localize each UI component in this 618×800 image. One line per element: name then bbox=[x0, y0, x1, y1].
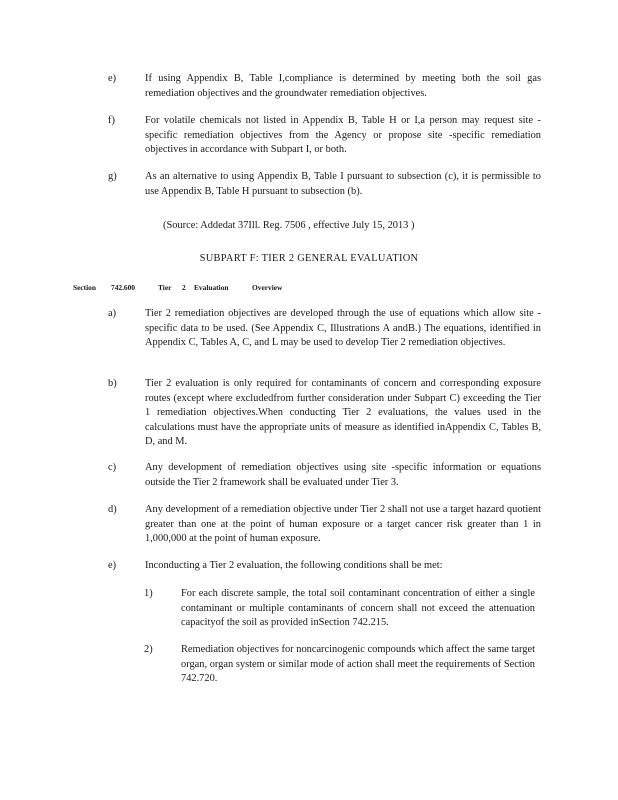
paragraph-text: Tier 2 evaluation is only required for contaminants of concern and corresponding exposure routes (except where excludedfrom further consideration under Subpart C) exceeding the Tier 1 remediation objectives.When conducting Tier 2 evaluations, the values used in the calculations must have the appropriate units of measure as identified inAppendix C, Tables B, D, and M. bbox=[145, 378, 541, 448]
paragraph-label: f) bbox=[108, 115, 115, 126]
subparagraph-label: 1) bbox=[144, 588, 153, 599]
subpart-heading: SUBPART F: TIER 2 GENERAL EVALUATION bbox=[199, 253, 419, 264]
paragraph-text: Inconducting a Tier 2 evaluation, the following conditions shall be met: bbox=[145, 560, 443, 571]
paragraph-label: e) bbox=[108, 560, 117, 571]
paragraph-text: If using Appendix B, Table I,compliance is determined by meeting both the soil gas remediation objectives and the groundwater remediation objectives. bbox=[145, 73, 541, 99]
paragraph-label: c) bbox=[108, 462, 117, 473]
paragraph-label: e) bbox=[108, 73, 117, 84]
subparagraph-text: For each discrete sample, the total soil contaminant concentration of either a single contaminant or multiple contaminants of concern shall not exceed the attenuation capacityof the soil as provided inSection 742.215. bbox=[181, 588, 535, 629]
paragraph-text: Tier 2 remediation objectives are developed through the use of equations which allow site -specific data to be used. (See Appendix C, Illustrations A andB.) The equations, identified in Appendix C, Tables A, C, and L may be used to develop Tier 2 remediation objectives. bbox=[145, 308, 541, 349]
section-heading bbox=[0, 283, 618, 295]
paragraph-text: For volatile chemicals not listed in Appendix B, Table H or I,a person may request site -specific remediation objectives from the Agency or propose site -specific remediation objectives in accordance with Subpart I, or both. bbox=[145, 115, 541, 156]
subparagraph-text: Remediation objectives for noncarcinogenic compounds which affect the same target organ, organ system or similar mode of action shall meet the requirements of Section 742.720. bbox=[181, 644, 535, 685]
paragraph-text: As an alternative to using Appendix B, Table I pursuant to subsection (c), it is permissible to use Appendix B, Table H pursuant to subsection (b). bbox=[145, 171, 541, 197]
section-title-word: 2 bbox=[182, 283, 186, 292]
paragraph-label: d) bbox=[108, 504, 117, 515]
paragraph-label: a) bbox=[108, 308, 117, 319]
paragraph-label: b) bbox=[108, 378, 117, 389]
section-number: 742.600 bbox=[111, 283, 136, 292]
paragraph-text: Any development of remediation objectives using site -specific information or equations outside the Tier 2 framework shall be evaluated under Tier 3. bbox=[145, 462, 541, 488]
source-note: (Source: Addedat 37Ill. Reg. 7506 , effective July 15, 2013 ) bbox=[163, 220, 415, 231]
subparagraph-label: 2) bbox=[144, 644, 153, 655]
paragraph-text: Any development of a remediation objective under Tier 2 shall not use a target hazard quotient greater than one at the point of human exposure or a target cancer risk greater than 1 in 1,000,000 at the point of human exposure. bbox=[145, 504, 541, 545]
section-word: Section bbox=[73, 283, 96, 292]
section-title-word: Tier bbox=[158, 283, 172, 292]
paragraph-label: g) bbox=[108, 171, 117, 182]
section-title-word: Overview bbox=[252, 283, 283, 292]
section-title-word: Evaluation bbox=[194, 283, 229, 292]
